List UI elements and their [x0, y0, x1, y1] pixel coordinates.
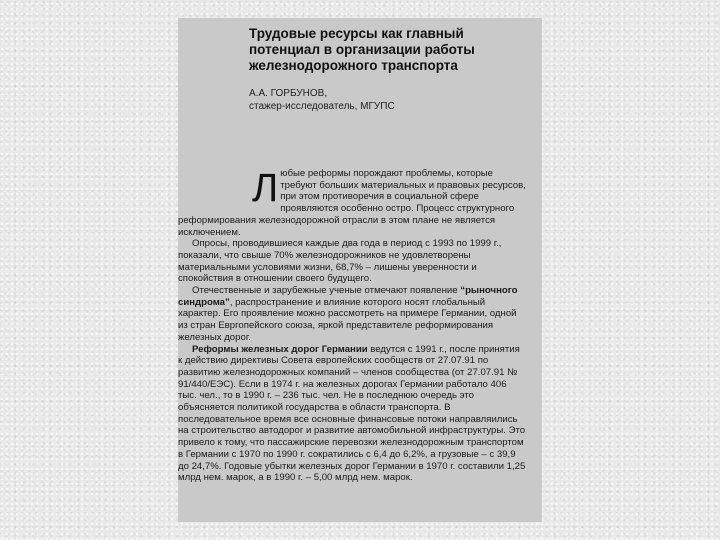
paragraph-2: Опросы, проводившиеся каждые два года в период с 1993 по 1999 г., показали, что свыше 70% железнодорожников не удовлетворены материальными условиями жизни, 68,7% – лишены уверенности и спокойствия в отношении своего будущего. — [178, 238, 502, 285]
title-line-3: железнодорожного транспорта — [249, 58, 458, 73]
paragraph-1 — [178, 168, 526, 238]
title-line-1: Трудовые ресурсы как главный — [249, 26, 464, 41]
paragraph-4 — [178, 344, 526, 484]
paragraph-1-text: юбые реформы порождают проблемы, которые требуют больших материальных и правовых ресурсов, при этом противоречия в социальной сфере проявляются особенно остро. Процесс структурного реформирования железнодорожной отрасли в этом плане не является исключением. — [178, 168, 526, 238]
paragraph-4-bold: Реформы железных дорог Германии — [192, 343, 368, 355]
paragraph-3-text-b: , распространение и влияние которого носят глобальный характер. Его проявление можно рассмотреть на примере Германии, одной из стран Евргопейского союза, яркой представителе реформирования железных дорог. — [178, 296, 517, 343]
paragraph-4-text: ведутся с 1991 г., после принятия к действию директивы Совета европейских сообществ от 27.07.91 по развитию железнодорожных компаний – членов сообщества (от 27.07.91 № 91/440/ЕЭС). Если в 1974 г. на железных дорогах Германии работало 406 тыс. чел., то в 1990 г. – 236 тыс. чел. Не в последнюю очередь это объясняется политикой государства в области транспорта. В последовательное время все основные финансовые потоки направляились на строительство автодорог и развитие автомобильной инфраструктуры. Это привело к тому, что пассажирские перевозки железнодорожным транспортом в Германии с 1970 по 1990 г. сократились с 6,4 до 6,2%, а грузовые – с 39,9 до 24,7%. Годовые убытки железных дорог Германии в 1970 г. составили 1,25 млрд нем. марок, а в 1990 г. – 5,00 млрд нем. марок. — [178, 343, 526, 484]
title-line-2: потенциал в организации работы — [249, 42, 475, 57]
paragraph-3 — [178, 285, 526, 344]
drop-cap: Л — [252, 166, 279, 210]
scanned-page — [178, 18, 542, 522]
author-block — [249, 87, 529, 113]
paragraph-3-text-a: Отечественные и зарубежные ученые отмечают появление — [192, 285, 461, 297]
article-title — [249, 26, 529, 74]
paragraph-3-bold: “рыночного синдрома” — [178, 285, 518, 308]
author-name: А.А. ГОРБУНОВ, — [249, 88, 328, 99]
author-position: стажер-исследователь, МГУПС — [249, 101, 395, 112]
article-body — [178, 168, 526, 484]
